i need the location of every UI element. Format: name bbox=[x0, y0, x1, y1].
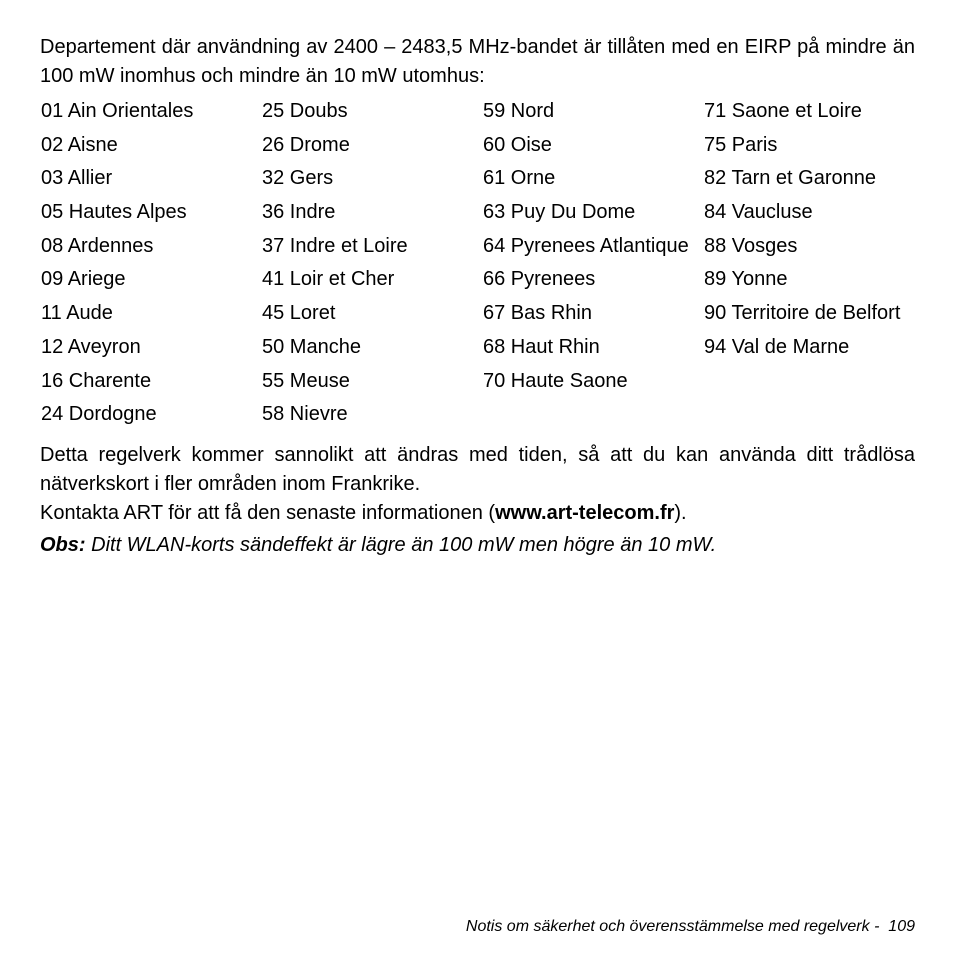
department-item: 26 Drome bbox=[262, 133, 350, 156]
department-item: 12 Aveyron bbox=[41, 335, 141, 358]
department-item: 68 Haut Rhin bbox=[483, 335, 600, 358]
department-item: 82 Tarn et Garonne bbox=[704, 167, 876, 190]
department-item: 09 Ariege bbox=[41, 268, 126, 291]
contact-line bbox=[40, 499, 915, 528]
department-item: 61 Orne bbox=[483, 167, 556, 190]
department-column-1 bbox=[41, 97, 256, 434]
contact-link[interactable]: www.art-telecom.fr bbox=[495, 502, 675, 524]
department-item: 37 Indre et Loire bbox=[262, 234, 408, 257]
department-item: 08 Ardennes bbox=[41, 234, 154, 257]
department-item: 03 Allier bbox=[41, 167, 113, 190]
department-item: 50 Manche bbox=[262, 335, 361, 358]
note-text: Ditt WLAN-korts sändeffekt är lägre än 100 mW men högre än 10 mW. bbox=[85, 534, 717, 556]
department-column-4 bbox=[704, 97, 919, 367]
note-label: Obs: bbox=[40, 534, 86, 556]
closing-paragraph bbox=[40, 441, 915, 528]
department-item: 90 Territoire de Belfort bbox=[704, 302, 901, 325]
department-item: 70 Haute Saone bbox=[483, 369, 628, 392]
department-item: 24 Dordogne bbox=[41, 403, 157, 426]
department-item: 66 Pyrenees bbox=[483, 268, 596, 291]
note-paragraph bbox=[40, 531, 915, 560]
page-number: 109 bbox=[888, 918, 915, 935]
department-item: 58 Nievre bbox=[262, 403, 348, 426]
department-item: 88 Vosges bbox=[704, 234, 798, 257]
department-column-2 bbox=[262, 97, 477, 434]
department-item: 05 Hautes Alpes bbox=[41, 201, 187, 224]
department-item: 02 Aisne bbox=[41, 133, 118, 156]
department-item: 64 Pyrenees Atlantique bbox=[483, 234, 689, 257]
department-item: 45 Loret bbox=[262, 302, 336, 325]
department-item: 11 Aude bbox=[41, 302, 113, 325]
regulation-change-text: Detta regelverk kommer sannolikt att ändras med tiden, så att du kan använda ditt trådlösa nätverkskort i fler områden inom Frankrike. bbox=[40, 444, 915, 495]
department-item: 71 Saone et Loire bbox=[704, 100, 862, 122]
department-item: 89 Yonne bbox=[704, 268, 788, 291]
department-item: 01 Ain Orientales bbox=[41, 100, 194, 122]
department-item: 32 Gers bbox=[262, 167, 334, 190]
department-item: 55 Meuse bbox=[262, 369, 350, 392]
department-item: 60 Oise bbox=[483, 133, 552, 156]
department-item: 25 Doubs bbox=[262, 100, 348, 122]
page-footer bbox=[466, 917, 915, 937]
contact-suffix: ). bbox=[674, 502, 687, 524]
department-item: 16 Charente bbox=[41, 369, 152, 392]
contact-prefix: Kontakta ART för att få den senaste informationen ( bbox=[40, 502, 496, 524]
department-column-3 bbox=[483, 97, 698, 400]
department-item: 67 Bas Rhin bbox=[483, 302, 592, 325]
department-item: 41 Loir et Cher bbox=[262, 268, 395, 291]
department-item: 94 Val de Marne bbox=[704, 335, 850, 358]
department-item: 84 Vaucluse bbox=[704, 201, 813, 224]
department-item: 59 Nord bbox=[483, 100, 555, 122]
department-item: 63 Puy Du Dome bbox=[483, 201, 636, 224]
department-item: 75 Paris bbox=[704, 133, 778, 156]
footer-section-title: Notis om säkerhet och överensstämmelse med regelverk - bbox=[465, 918, 880, 935]
department-item: 36 Indre bbox=[262, 201, 336, 224]
intro-paragraph: Departement där användning av 2400 – 2483,5 MHz-bandet är tillåten med en EIRP på mindre än 100 mW inomhus och mindre än 10 mW utomhus: bbox=[40, 36, 915, 87]
